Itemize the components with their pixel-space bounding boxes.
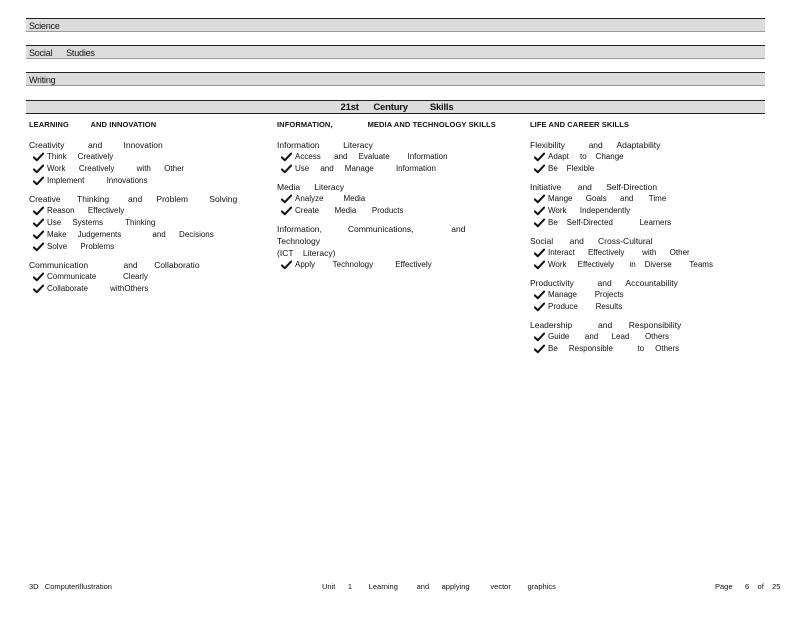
skill-item-label: Communicate Clearly [47,272,148,281]
skills-header-bar [26,100,765,114]
skill-item-label: Collaborate withOthers [47,284,149,293]
check-icon [534,290,545,300]
skill-group-title: Creativity and Innovation [29,140,163,150]
skill-item-label: Adapt to Change [548,152,624,161]
check-icon [33,218,44,228]
check-icon [534,344,545,354]
skill-item [29,271,269,283]
skill-group [530,319,765,355]
skill-item-label: Apply Technology Effectively [295,260,432,269]
column-heading: INFORMATION, MEDIA AND TECHNOLOGY SKILLS [277,120,496,129]
life-career-column [530,119,765,361]
skill-item [277,151,517,163]
skill-group-title: Initiative and Self-Direction [530,182,658,192]
skill-item [277,163,517,175]
check-icon [534,164,545,174]
skill-item [530,331,765,343]
social-studies-label: Social Studies [29,48,95,58]
skill-item [29,241,269,253]
skills-title: 21st Century Skills [340,102,454,113]
skill-item [29,229,269,241]
science-label: Science [29,21,60,31]
skill-item [29,175,269,187]
skill-item-label: Work Effectively in Diverse Teams [548,260,713,269]
skill-item [530,205,765,217]
skill-item [277,193,517,205]
skill-group-title: Media Literacy [277,182,345,192]
check-icon [33,206,44,216]
check-icon [281,152,292,162]
skill-group-title: Productivity and Accountability [530,278,678,288]
skill-item [29,205,269,217]
skill-item [530,247,765,259]
skill-item-label: Use and Manage Information [295,164,436,173]
skill-item-label: Be Responsible to Others [548,344,680,353]
skill-item [29,217,269,229]
skill-item-label: Work Independently [548,206,631,215]
writing-label: Writing [29,75,56,85]
skill-item [530,343,765,355]
skill-group [277,223,517,271]
check-icon [33,230,44,240]
check-icon [33,164,44,174]
skill-item [277,205,517,217]
social-studies-bar [26,45,765,59]
skill-group-title: Social and Cross-Cultural [530,236,653,246]
footer-page-number: Page 6 of 25 [715,582,781,591]
skill-item-label: Analyze Media [295,194,366,203]
skill-item-label: Solve Problems [47,242,115,251]
skill-group [530,181,765,229]
skill-item [530,193,765,205]
footer-course: 3D ComputerIllustration [29,582,112,591]
skill-item [530,289,765,301]
skill-group-title: Flexibility and Adaptability [530,140,661,150]
check-icon [33,176,44,186]
check-icon [534,152,545,162]
skill-item-label: Reason Effectively [47,206,125,215]
skill-group [530,139,765,175]
skill-item-label: Work Creatively with Other [47,164,185,173]
skill-item [29,283,269,295]
check-icon [534,248,545,258]
writing-bar [26,72,765,86]
footer-unit: Unit 1 Learning and applying vector graphics [322,582,556,591]
column-heading: LEARNING AND INNOVATION [29,120,157,129]
skill-item-label: Implement Innovations [47,176,148,185]
skill-item [277,259,517,271]
skill-item-label: Produce Results [548,302,623,311]
check-icon [281,194,292,204]
check-icon [281,260,292,270]
skill-group-title: Information Literacy [277,140,373,150]
column-heading: LIFE AND CAREER SKILLS [530,120,630,129]
check-icon [534,194,545,204]
skill-group-title: Information, Communications, and Technology (ICT Literacy) [277,224,466,258]
check-icon [33,242,44,252]
learning-innovation-column [29,119,269,301]
skill-item [530,151,765,163]
skill-group-title: Leadership and Responsibility [530,320,682,330]
check-icon [281,206,292,216]
skill-item-label: Use Systems Thinking [47,218,156,227]
skill-item-label: Create Media Products [295,206,404,215]
check-icon [281,164,292,174]
information-media-column [277,119,517,277]
skill-group [530,277,765,313]
check-icon [534,302,545,312]
skill-item-label: Think Creatively [47,152,114,161]
skill-item [29,151,269,163]
skill-item [530,217,765,229]
check-icon [534,332,545,342]
skill-group-title: Creative Thinking and Problem Solving [29,194,238,204]
skill-item [29,163,269,175]
skill-group [277,181,517,217]
skill-item-label: Mange Goals and Time [548,194,667,203]
skill-group [29,193,269,253]
skill-group [530,235,765,271]
skill-group [29,259,269,295]
skill-item-label: Access and Evaluate Information [295,152,448,161]
skill-item [530,259,765,271]
skill-item-label: Interact Effectively with Other [548,248,690,257]
skill-item-label: Manage Projects [548,290,624,299]
skill-group [29,139,269,187]
science-bar [26,18,765,32]
skill-item-label: Make Judgements and Decisions [47,230,214,239]
check-icon [534,218,545,228]
skill-item-label: Guide and Lead Others [548,332,669,341]
skill-item-label: Be Self-Directed Learners [548,218,672,227]
check-icon [33,152,44,162]
skill-item [530,301,765,313]
skill-group-title: Communication and Collaboratio [29,260,200,270]
skill-item-label: Be Flexible [548,164,595,173]
check-icon [33,284,44,294]
check-icon [534,260,545,270]
check-icon [33,272,44,282]
skill-group [277,139,517,175]
check-icon [534,206,545,216]
skill-item [530,163,765,175]
